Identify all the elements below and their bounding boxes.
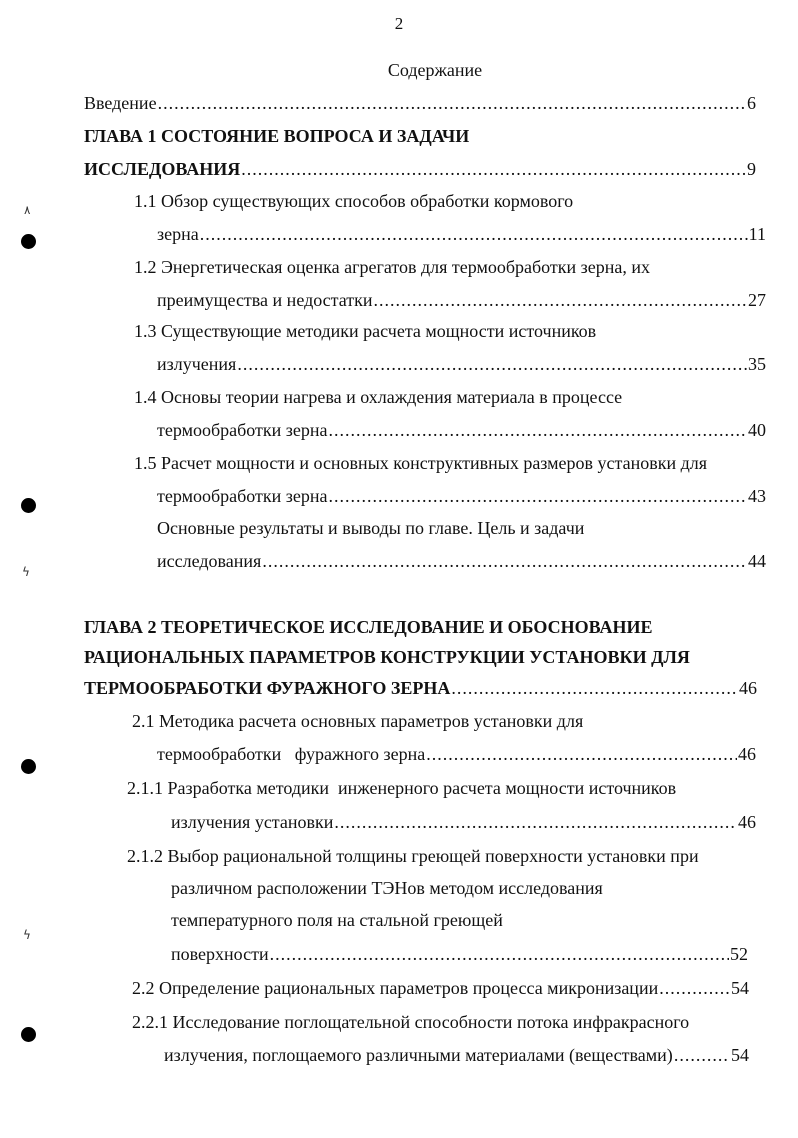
toc-page-number: 46 (739, 678, 757, 698)
toc-entry-text: преимущества и недостатки (157, 290, 373, 310)
toc-chapter-2-line2: РАЦИОНАЛЬНЫХ ПАРАМЕТРОВ КОНСТРУКЦИИ УСТАНОВКИ ДЛЯ (84, 647, 690, 667)
toc-entry-text: зерна (157, 224, 199, 244)
toc-entry-2-1-1[interactable] (171, 811, 756, 833)
toc-entry-2-1-2-line3: температурного поля на стальной греющей (171, 910, 503, 930)
dot-leader (237, 353, 747, 375)
toc-page-number: 44 (748, 551, 766, 571)
toc-entry-text: 2.2 Определение рациональных параметров процесса микронизации (132, 978, 659, 998)
toc-entry-1-1-line1: 1.1 Обзор существующих способов обработки кормового (134, 191, 574, 211)
toc-page-number: 11 (748, 224, 766, 244)
toc-entry-results[interactable] (157, 550, 766, 572)
toc-entry-1-3[interactable] (157, 353, 766, 375)
toc-entry-2-1[interactable] (157, 743, 756, 765)
toc-entry-1-4-line1: 1.4 Основы теории нагрева и охлаждения материала в процессе (134, 387, 623, 407)
toc-entry-2-1-2[interactable] (171, 943, 748, 965)
toc-page-number: 54 (731, 978, 749, 998)
dot-leader (334, 811, 737, 833)
toc-chapter-2-line1: ГЛАВА 2 ТЕОРЕТИЧЕСКОЕ ИССЛЕДОВАНИЕ И ОБОСНОВАНИЕ (84, 617, 653, 637)
scan-mark: ٨ (24, 203, 31, 217)
toc-entry-text: ТЕРМООБРАБОТКИ ФУРАЖНОГО ЗЕРНА (84, 678, 451, 698)
toc-page-number: 40 (748, 420, 766, 440)
toc-page-number: 43 (748, 486, 766, 506)
toc-entry-results-line1: Основные результаты и выводы по главе. Цель и задачи (157, 518, 585, 538)
toc-entry-text: термообработки фуражного зерна (157, 744, 426, 764)
toc-page-number: 52 (730, 944, 748, 964)
toc-entry-text: термообработки зерна (157, 486, 328, 506)
dot-leader (200, 223, 748, 245)
toc-entry-1-5[interactable] (157, 485, 766, 507)
dot-leader (659, 977, 730, 999)
toc-entry-2-2[interactable] (132, 977, 749, 999)
dot-leader (451, 677, 738, 699)
toc-entry-2-1-2-line1: 2.1.2 Выбор рациональной толщины греющей поверхности установки при (127, 846, 699, 866)
scan-mark: ϟ (23, 928, 31, 942)
toc-entry-text: Введение (84, 93, 157, 113)
dot-leader (374, 289, 747, 311)
toc-entry-text: ИССЛЕДОВАНИЯ (84, 159, 241, 179)
dot-leader (426, 743, 737, 765)
dot-leader (158, 92, 746, 114)
toc-page-number: 35 (748, 354, 766, 374)
toc-entry-1-1[interactable] (157, 223, 766, 245)
toc-entry-text: излучения (157, 354, 237, 374)
toc-chapter-1-line1: ГЛАВА 1 СОСТОЯНИЕ ВОПРОСА И ЗАДАЧИ (84, 126, 470, 146)
toc-entry-text: исследования (157, 551, 262, 571)
page-number: 2 (394, 14, 404, 33)
toc-entry-text: излучения установки (171, 812, 334, 832)
toc-entry-1-4[interactable] (157, 419, 766, 441)
dot-leader (241, 158, 746, 180)
toc-page-number: 6 (747, 93, 756, 113)
dot-leader (262, 550, 747, 572)
toc-page-number: 27 (748, 290, 766, 310)
toc-entry-chapter-2[interactable] (84, 677, 757, 699)
toc-entry-2-1-1-line1: 2.1.1 Разработка методики инженерного расчета мощности источников (127, 778, 677, 798)
toc-entry-1-3-line1: 1.3 Существующие методики расчета мощности источников (134, 321, 597, 341)
scan-mark: ϟ (22, 565, 30, 579)
toc-title: Содержание (387, 60, 483, 80)
binder-hole (21, 1027, 36, 1042)
binder-hole (21, 234, 36, 249)
toc-entry-text: излучения, поглощаемого различными материалами (веществами) (164, 1045, 673, 1065)
toc-entry-2-2-1[interactable] (164, 1044, 749, 1066)
toc-entry-1-2-line1: 1.2 Энергетическая оценка агрегатов для термообработки зерна, их (134, 257, 651, 277)
toc-entry-intro[interactable] (84, 92, 756, 114)
dot-leader (674, 1044, 730, 1066)
dot-leader (329, 419, 747, 441)
toc-entry-1-5-line1: 1.5 Расчет мощности и основных конструктивных размеров установки для (134, 453, 708, 473)
dot-leader (270, 943, 729, 965)
dot-leader (329, 485, 747, 507)
binder-hole (21, 498, 36, 513)
toc-entry-2-1-2-line2: различном расположении ТЭНов методом исследования (171, 878, 603, 898)
toc-entry-text: поверхности (171, 944, 269, 964)
binder-hole (21, 759, 36, 774)
toc-entry-1-2[interactable] (157, 289, 766, 311)
toc-page-number: 46 (738, 744, 756, 764)
toc-page-number: 54 (731, 1045, 749, 1065)
toc-entry-text: термообработки зерна (157, 420, 328, 440)
toc-page-number: 46 (738, 812, 756, 832)
toc-entry-chapter-1[interactable] (84, 158, 756, 180)
toc-entry-2-2-1-line1: 2.2.1 Исследование поглощательной способности потока инфракрасного (132, 1012, 690, 1032)
toc-entry-2-1-line1: 2.1 Методика расчета основных параметров установки для (132, 711, 584, 731)
toc-page-number: 9 (747, 159, 756, 179)
